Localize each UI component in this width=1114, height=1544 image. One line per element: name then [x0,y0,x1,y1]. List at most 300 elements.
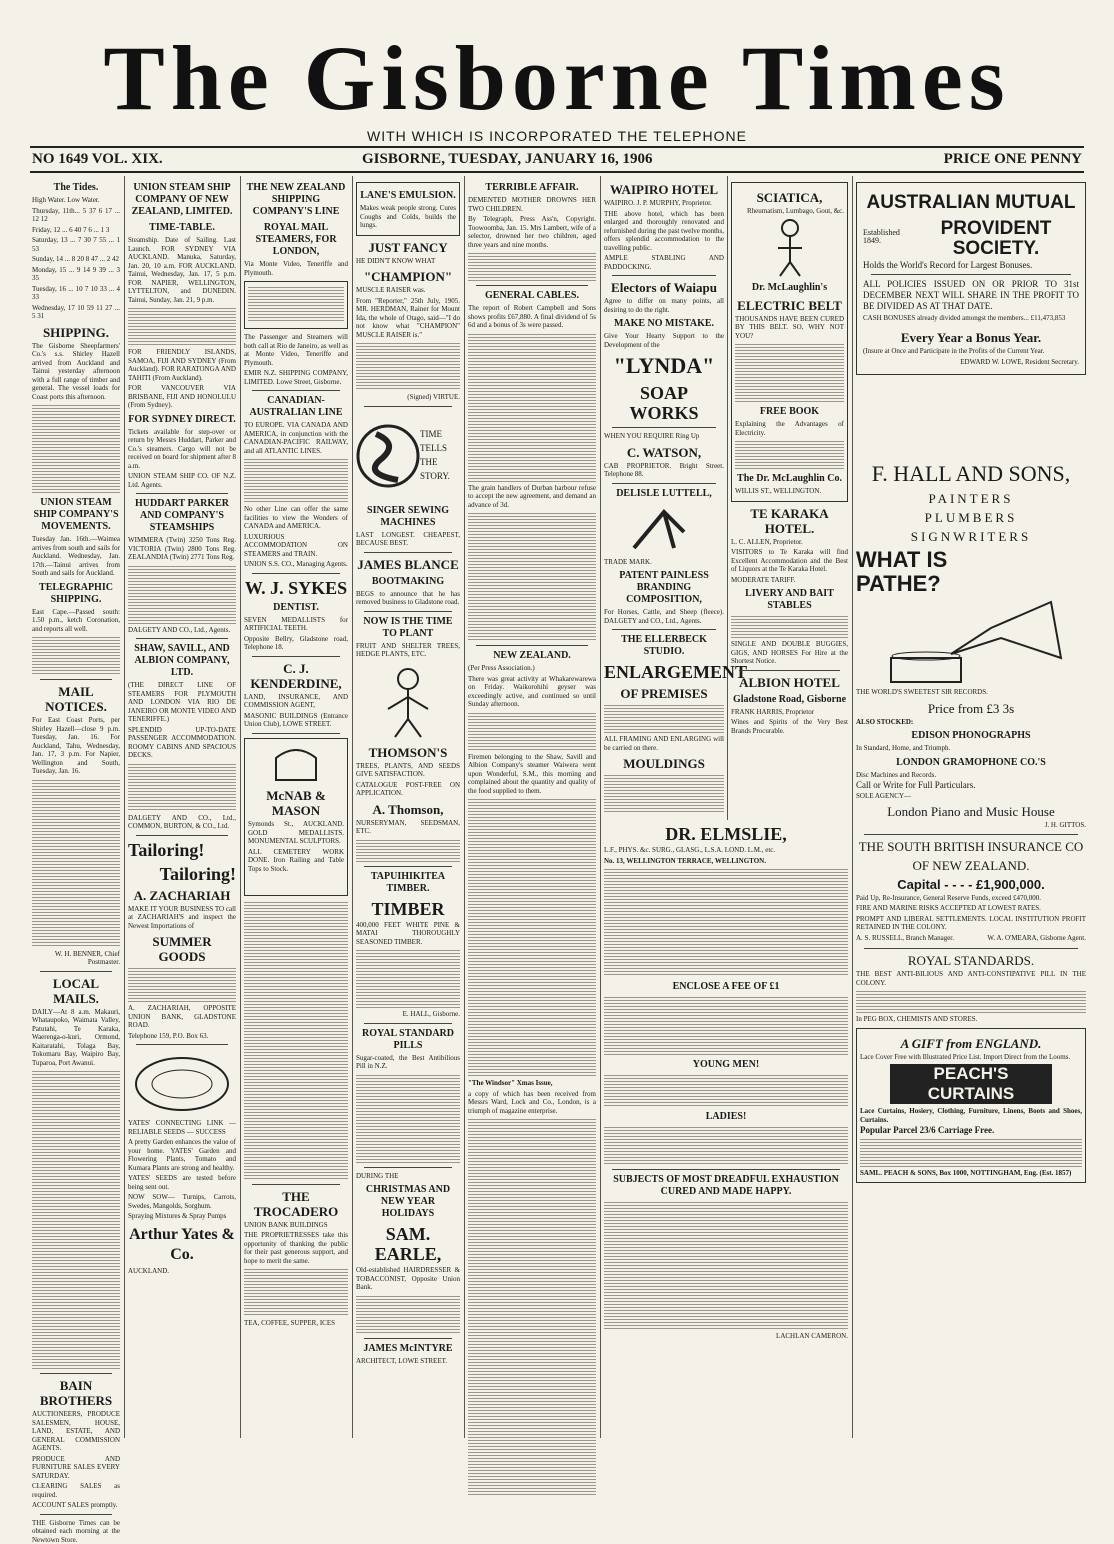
local-mails-text: DAILY—At 8 a.m. Makauri, Whataupoko, Waimata Valley, Patutahi, Te Karaka, Waerenga-o-kuri, Ormond, Kaitaratahi, Tolaga Bay, Tokomaru Bay, Waipiro Bay, Tuparoa, Port Awanui. [32,1008,120,1068]
albion-hotel-text: Wines and Spirits of the Very Best Brands Procurable. [731,718,848,735]
union-signature: UNION STEAM SHIP CO. OF N.Z. Ltd. Agents. [128,472,236,489]
electors-text: Agree to differ on many points, all desiring to do the right. [604,297,724,314]
albion-hotel-subheading: Gladstone Road, Gisborne [731,694,848,706]
watson-intro: WHEN YOU REQUIRE Ring Up [604,432,724,441]
separator [739,670,840,671]
edison-phonographs: EDISON PHONOGRAPHS [856,730,1086,742]
huddart-parker-heading: HUDDART PARKER AND COMPANY'S STEAMSHIPS [128,498,236,534]
capital-subheading: Paid Up, Re-Insurance, General Reserve Funds, exceed £470,000. [856,894,1086,903]
separator [612,1169,840,1170]
lanes-emulsion-ad [356,182,460,236]
separator [612,275,716,276]
thomson-text: TREES, PLANTS, AND SEEDS GIVE SATISFACTION. [356,762,460,779]
trocadero-text: THE PROPRIETRESSES take this opportunity of thanking the public for their past generous support, and hope to merit the same. [244,1231,348,1265]
hall-signwriters: SIGNWRITERS [856,529,1086,544]
separator [364,406,452,407]
hall-sons-heading: F. HALL AND SONS, [856,461,1086,487]
trocadero-heading: THE TROCADERO [244,1189,348,1219]
new-zealand-heading: NEW ZEALAND. [468,650,596,662]
windsor-heading: "The Windsor" Xmas Issue, [468,1079,596,1088]
text-block [128,564,236,624]
column-1 [32,178,120,1438]
times-availability-note: THE Gisborne Times can be obtained each morning at the Newtown Store. [32,1519,120,1544]
thomson-heading: THOMSON'S [356,745,460,760]
south-british-subheading: OF NEW ZEALAND. [856,858,1086,873]
yates-seeds: YATES' SEEDS are tested before being sent out. [128,1174,236,1191]
london-piano-subheading: J. H. GITTOS. [856,821,1086,830]
soap-works-heading: SOAP WORKS [604,383,724,423]
champion-heading: "CHAMPION" [356,269,460,284]
watson-heading: C. WATSON, [604,445,724,460]
sam-earle-subheading: Old-established HAIRDRESSER & TOBACCONIST, Opposite Union Bank. [356,1266,460,1292]
shaw-savill-heading: SHAW, SAVILL, AND ALBION COMPANY, LTD. [128,643,236,679]
nz-shipping-heading: THE NEW ZEALAND SHIPPING COMPANY'S LINE [244,182,348,218]
royal-mail-route: Via Monte Video, Teneriffe and Plymouth. [244,260,348,277]
tailoring-heading: Tailoring! [128,840,236,860]
tide-row: Wednesday, 17 10 59 11 27 ... 5 31 [32,304,120,321]
gift-heading: A GIFT from ENGLAND. [860,1036,1082,1051]
shipping-heading: SHIPPING. [32,325,120,340]
thomson-subheading: NURSERYMAN, SEEDSMAN, ETC. [356,819,460,836]
text-block [860,1137,1082,1167]
sykes-text: SEVEN MEDALLISTS for ARTIFICIAL TEETH. [244,616,348,633]
sciatica-ad [731,182,848,502]
trocadero-tea: TEA, COFFEE, SUPPER, ICES [244,1319,348,1328]
mouldings-heading: MOULDINGS [604,756,724,771]
te-karaka-text: VISITORS to Te Karaka will find Excellent Accommodation and the Best of Liquors at the Te Karaka Hotel. [731,548,848,574]
separator [40,1514,112,1515]
te-karaka-subheading: L. C. ALLEN, Proprietor. [731,538,848,547]
ellerbeck-heading: THE ELLERBECK STUDIO. [604,634,724,658]
separator [364,1167,452,1168]
text-block [735,439,844,469]
trade-mark-caption: TRADE MARK. [604,558,724,567]
shaw-savill-signature: DALGETY AND CO., Ltd., COMMON, BURTON, & CO., Ltd. [128,814,236,831]
london-piano-heading: London Piano and Music House [856,804,1086,819]
column-5 [468,178,596,1438]
bain-brothers-clearing: CLEARING SALES as required. [32,1482,120,1499]
elmslie-ad [604,820,848,1438]
newspaper-title: The Gisborne Times [60,28,1054,128]
waipiro-hotel-heading: WAIPIRO HOTEL [604,182,724,197]
royal-mail-signature: EMIR N.Z. SHIPPING COMPANY, LIMITED. Lowe Street, Gisborne. [244,369,348,386]
prompt-settlements: PROMPT AND LIBERAL SETTLEMENTS. LOCAL INSTITUTION PROFIT RETAINED IN THE COLONY. [856,915,1086,932]
separator [40,971,112,972]
separator [252,733,340,734]
text-block [32,635,120,675]
capital: Capital - - - - £1,900,000. [856,877,1086,892]
elmslie-address: No. 13, WELLINGTON TERRACE, WELLINGTON. [604,857,848,866]
call-or-write: Call or Write for Full Particulars. [856,781,1086,790]
vancouver-route-text: FOR VANCOUVER VIA BRISBANE, FIJI AND HONOLULU (From Sydney). [128,384,236,410]
mclaughlin-company: The Dr. McLaughlin Co. [735,473,844,485]
text-block [468,797,596,1077]
kenderdine-text: LAND, INSURANCE, AND COMMISSION AGENT, [244,693,348,710]
text-block [731,614,848,638]
terrible-affair-heading: TERRIBLE AFFAIR. [468,182,596,194]
holidays-intro: DURING THE [356,1172,460,1181]
new-zealand-text-2: Firemen belonging to the Shaw, Savill and Albion Company's steamer Waiwera went upon Wonderful, S.M., this morning and complained about the quantity and quality of the food supplied to them. [468,753,596,796]
singer-heading: SINGER SEWING MACHINES [356,505,460,529]
gramophone-icon [871,598,1071,686]
champion-text: From "Reporter," 25th July, 1905. MR. HERDMAN, Rainer for Mount Ida, the whole of Otago, said—"I do not know what "CHAMPION" MUSCLE RAISER is." [356,297,460,340]
livery-text: SINGLE AND DOUBLE BUGGIES, GIGS, AND HORSES For Hire at the Shortest Notice. [731,640,848,666]
sykes-subheading: DENTIST. [244,602,348,614]
albion-hotel-heading: ALBION HOTEL [731,675,848,690]
sailing-table [244,281,348,329]
royal-standards-text-2: In PEG BOX, CHEMISTS AND STORES. [856,1015,1086,1024]
yates-city: AUCKLAND. [128,1267,236,1276]
separator [252,1184,340,1185]
bonus-text: (Insure at Once and Participate in the Profits of the Current Year. [863,347,1079,356]
sykes-heading: W. J. SYKES [244,578,348,598]
zachariah-telephone: Telephone 159, P.O. Box 63. [128,1032,236,1041]
text-block [356,1073,460,1163]
separator [612,483,716,484]
column-rule [352,176,353,1438]
text-block [32,403,120,493]
amp-heading: AUSTRALIAN MUTUAL [863,193,1079,213]
text-block [604,1200,848,1330]
summer-goods-heading: SUMMER GOODS [128,934,236,964]
also-stocked: ALSO STOCKED: [856,718,1086,727]
column-rule [240,176,241,1438]
south-british-heading: THE SOUTH BRITISH INSURANCE CO [856,839,1086,854]
omeara-agent: W. A. O'MEARA, Gisborne Agent. [986,934,1086,943]
canadian-australian-heading: CANADIAN-AUSTRALIAN LINE [244,395,348,419]
enlargement-subheading: OF PREMISES [604,686,724,701]
sam-earle-heading: SAM. EARLE, [356,1224,460,1264]
text-block [244,457,348,503]
kenderdine-address: MASONIC BUILDINGS (Entrance Union Club), LOWE STREET. [244,712,348,729]
bain-brothers-heading: BAIN BROTHERS [32,1378,120,1408]
mcnab-mason-note: ALL CEMETERY WORK DONE. Iron Railing and Table Tops to Stock. [248,848,344,874]
enlargement-heading: ENLARGEMENT [604,662,724,682]
london-gramophone-subheading: Disc Machines and Records. [856,771,1086,780]
separator [364,552,452,553]
singer-logo-icon [356,414,420,498]
royal-mail-text: The Passenger and Steamers will both call at Rio de Janeiro, as well as at Monte Video, Teneriffe and Plymouth. [244,333,348,367]
watson-subheading: CAB PROPRIETOR. Bright Street. Telephone 88. [604,462,724,479]
sydney-direct-heading: FOR SYDNEY DIRECT. [128,414,236,426]
separator [136,638,228,639]
waipiro-hotel-stabling: AMPLE STABLING AND PADDOCKING. [604,254,724,271]
text-block [604,995,848,1055]
te-karaka-heading: TE KARAKA HOTEL. [731,506,848,536]
yates-illustration-caption: YATES' CONNECTING LINK — RELIABLE SEEDS — SUCCESS [128,1119,236,1136]
timetable-text: Steamship. Date of Sailing. Last Launch. FOR SYDNEY VIA AUCKLAND. Manuka, Saturday, Jan. 20, 10 a.m. FOR AUCKLAND. Tainui, Wednesday, Jan. 17, 5 p.m. FOR NAPIER, WELLINGTON, LYTTELTON, and DUNEDIN. Tainui, Sunday, Jan. 21, 9 p.m. [128,236,236,304]
royal-standard-pills-heading: ROYAL STANDARD PILLS [356,1028,460,1052]
enlargement-text: ALL FRAMING AND ENLARGING will be carried on there. [604,735,724,752]
column-rule [124,176,125,1438]
tide-row: Monday, 15 ... 9 14 9 39 ... 3 35 [32,266,120,283]
timber-heading: TIMBER [356,899,460,919]
make-no-mistake-text: Give Your Hearty Support to the Development of the [604,332,724,349]
tapuihikitea-heading: TAPUIHIKITEA TIMBER. [356,871,460,895]
just-fancy-heading: JUST FANCY [356,240,460,255]
column-rule [464,176,465,1438]
text-block [604,1125,848,1165]
amp-policies: ALL POLICIES ISSUED ON OR PRIOR TO 31st DECEMBER NEXT WILL SHARE IN THE PROFIT TO BE DIVIDED AS AT THAT DATE. [863,279,1079,312]
yates-chain-illustration [128,1049,236,1119]
bonus-heading: Every Year a Bonus Year. [863,330,1079,345]
trocadero-subheading: UNION BANK BUILDINGS [244,1221,348,1230]
price: PRICE ONE PENNY [944,151,1082,168]
windsor-text: a copy of which has been received from Messrs Ward, Lock and Co., London, is a triumph of magazine enterprise. [468,1090,596,1116]
text-block [468,251,596,281]
russell-manager: A. S. RUSSELL, Branch Manager. [856,934,956,943]
timber-text: 400,000 FEET WHITE PINE & MATAI THOROUGHLY SEASONED TIMBER. [356,921,460,947]
telegraphic-shipping-text: East Cape.—Passed south: 1.50 p.m., ketch Coronation, and reports all well. [32,608,120,634]
plant-text: FRUIT AND SHELTER TREES, HEDGE PLANTS, ETC. [356,642,460,659]
text-block [604,773,724,813]
canadian-australian-text-2: No other Line can offer the same facilities to view the Wonders of CANADA and AMERICA. [244,505,348,531]
text-block [32,1069,120,1369]
yates-spray: Spraying Mixtures & Spray Pumps [128,1212,236,1221]
amp-record: Holds the World's Record for Largest Bonuses. [863,261,1079,270]
spacer [856,379,1086,457]
new-zealand-subheading: (Per Press Association.) [468,664,596,673]
sciatica-subheading: Rheumatism, Lumbago, Gout, &c. [735,207,844,216]
chain-link-icon [132,1052,232,1116]
hall-plumbers: PLUMBERS [856,510,1086,525]
albion-hotel-proprietor: FRANK HARRIS, Proprietor [731,708,848,717]
peach-curtains-ad [856,1028,1086,1184]
blance-heading: JAMES BLANCE [356,557,460,572]
column-4 [356,178,460,1438]
delisle-heading: DELISLE LUTTELL, [604,488,724,500]
royal-mail-heading: ROYAL MAIL STEAMERS, FOR LONDON, [244,222,348,258]
bain-brothers-accounts: ACCOUNT SALES promptly. [32,1501,120,1510]
pathe-caption: THE WORLD'S SWEETEST SIR RECORDS. [856,688,1086,697]
te-karaka-tariff: MODERATE TARIFF. [731,576,848,585]
thomson-illustration [356,661,460,741]
mail-notices-signature: W. H. BENNER, Chief Postmaster. [32,950,120,967]
telegraphic-shipping-heading: TELEGRAPHIC SHIPPING. [32,582,120,606]
new-zealand-text: There was great activity at Whakarewarewa on Friday. Waikorohihi geyser was exceedingly active, and continued so until Sunday afternoon. [468,675,596,709]
sole-agency: SOLE AGENCY— [856,792,1086,801]
column-2 [128,178,236,1438]
text-block [356,341,460,391]
column-rule [600,176,601,1438]
blance-text: BEGS to announce that he has removed business to Gladstone road. [356,590,460,607]
make-no-mistake-heading: MAKE NO MISTAKE. [604,318,724,330]
tide-row: Thursday, 11th... 5 37 6 17 ... 12 12 [32,207,120,224]
separator [612,427,716,428]
peach-curtains-items: Lace Curtains, Hosiery, Clothing, Furniture, Linens, Boots and Shoes, Curtains. [860,1107,1082,1124]
tide-row: Friday, 12 ... 6 40 7 6 ... 1 3 [32,226,120,235]
peach-signature: SAML. PEACH & SONS, Box 1000, NOTTINGHAM, Eng. (Est. 1857) [860,1169,1082,1178]
belt-illustration [735,218,844,278]
text-block [128,966,236,1002]
sykes-address: Opposite Bellry, Gladstone road, Telephone 18. [244,635,348,652]
text-block [856,989,1086,1013]
general-cables-text: The report of Robert Campbell and Sons shows profits £67,880. A final dividend of 5s 6d and a bonus of 3s were passed. [468,304,596,330]
general-cables-text-2: The grain handlers of Durban harbour refuse to accept the new agreement, and demand an advance of 3d. [468,484,596,510]
figure-with-belt-icon [760,218,820,276]
text-block [356,1294,460,1334]
free-book-text: Explaining the Advantages of Electricity. [735,420,844,437]
column-3 [244,178,348,1438]
monument-icon [266,742,326,782]
bonus-signature: EDWARD W. LOWE, Resident Secretary. [863,358,1079,367]
separator [252,656,340,657]
luxurious-accommodation: LUXURIOUS ACCOMMODATION ON STEAMERS and TRAIN. [244,533,348,559]
mail-notices-text: For East Coast Ports, per Shirley Hazell—close 9 p.m. Tuesday, Jan. 16. For Auckland, Tahu, Wednesday, Jan. 17, 3 p.m. For Napier, Wellington and South, Tuesday, Jan. 16. [32,716,120,776]
shipping-text: The Gisborne Sheepfarmers' Co.'s s.s. Shirley Hazell arrived from Auckland and Tainui yesterday afternoon with a full range of timber and general. The vessel loads for Coast ports this afternoon. [32,342,120,402]
text-block [468,1117,596,1497]
thomson-catalogue: CATALOGUE POST-FREE ON APPLICATION. [356,781,460,798]
tides-heading: The Tides. [32,182,120,194]
separator [871,274,1071,275]
shaw-savill-text: SPLENDID UP-TO-DATE PASSENGER ACCOMMODATION. ROOMY CABINS AND SPACIOUS DECKS. [128,726,236,760]
yates-now-sow: NOW SOW— Turnips, Carrots, Swedes, Mangolds, Sorghum. [128,1193,236,1210]
place-date: GISBORNE, TUESDAY, JANUARY 16, 1906 [362,151,653,168]
holidays-heading: CHRISTMAS AND NEW YEAR HOLIDAYS [356,1184,460,1220]
singer-tagline: TIME TELLS THE STORY. [420,427,460,483]
text-block [244,1267,348,1317]
royal-standards-heading: ROYAL STANDARDS. [856,953,1086,968]
mcnab-mason-heading: McNAB & MASON [248,788,344,818]
gramophone-illustration [856,598,1086,688]
text-block [128,306,236,346]
local-mails-heading: LOCAL MAILS. [32,976,120,1006]
usco-agents: UNION S.S. CO., Managing Agents. [244,560,348,569]
zachariah-heading: A. ZACHARIAH [128,888,236,903]
separator [364,611,452,612]
just-fancy-text: HE DIDN'T KNOW WHAT [356,257,460,266]
singer-ad [356,411,460,501]
usco-movements-text: Tuesday Jan. 16th.—Waimea arrives from south and sails for Auckland. Wednesday, Jan. 17th.—Tainui arrives from South and sails for Auckland. [32,535,120,578]
elmslie-fee-heading: ENCLOSE A FEE OF £1 [604,981,848,993]
mcintyre-heading: JAMES McINTYRE [356,1343,460,1355]
separator [364,1023,452,1024]
champion-signature: (Signed) VIRTUE. [356,393,460,402]
bain-brothers-sales: PRODUCE AND FURNITURE SALES EVERY SATURDAY. [32,1455,120,1481]
fire-marine: FIRE AND MARINE RISKS ACCEPTED AT LOWEST RATES. [856,904,1086,913]
union-notes: Tickets available for step-over or return by Messrs Huddart, Parker and Co.'s steamers. Cargo will not be received on board for shipment after 8 a.m. [128,428,236,471]
separator [364,1338,452,1339]
peach-curtains-heading: PEACH'S CURTAINS [890,1064,1052,1104]
lanes-emulsion-text: Makes weak people strong. Cures Coughs and Colds, builds the lungs. [360,204,456,230]
bain-brothers-services: AUCTIONEERS, PRODUCE SALESMEN, HOUSE, LAND, ESTATE, AND GENERAL COMMISSION AGENTS. [32,1410,120,1453]
blance-subheading: BOOTMAKING [356,576,460,588]
royal-standards-text: THE BEST ANTI-BILIOUS AND ANTI-CONSTIPATIVE PILL IN THE COLONY. [856,970,1086,987]
trade-mark-illustration [604,502,724,558]
text-block [356,838,460,862]
kenderdine-heading: C. J. KENDERDINE, [244,661,348,691]
huddart-parker-fleet: WIMMERA (Twin) 3250 Tons Reg. VICTORIA (Twin) 2800 Tons Reg. ZEALANDIA (Twin) 2771 Tons Reg. [128,536,236,562]
separator [40,679,112,680]
branding-text: For Horses, Cattle, and Sheep (fleece). DALGETY and CO., Ltd., Agents. [604,608,724,625]
plant-heading: NOW IS THE TIME TO PLANT [356,616,460,640]
mail-notices-heading: MAIL NOTICES. [32,684,120,714]
london-gramophone: LONDON GRAMOPHONE CO.'S [856,757,1086,769]
masthead-rule-top [30,146,1084,148]
electors-heading: Electors of Waiapu [604,280,724,295]
amp-heading-2: PROVIDENT SOCIETY. [913,219,1079,259]
zachariah-text: MAKE IT YOUR BUSINESS TO call at ZACHARIAH'S and inspect the Newest Importations of [128,905,236,931]
separator [612,629,716,630]
text-block [604,867,848,977]
exhaustion-heading: SUBJECTS OF MOST DREADFUL EXHAUSTION CURED AND MADE HAPPY. [604,1174,848,1198]
branding-iron-icon [624,502,704,556]
waipiro-hotel-text: THE above hotel, which has been enlarged and thoroughly renovated and refurnished during the past twelve months, offers splendid accommodation to the travelling public. [604,210,724,253]
timetable-heading: TIME-TABLE. [128,222,236,234]
separator [864,948,1078,949]
branding-heading: PATENT PAINLESS BRANDING COMPOSITION, [604,570,724,606]
electric-belt-text: THOUSANDS HAVE BEEN CURED BY THIS BELT. SO, WHY NOT YOU? [735,315,844,341]
separator [136,835,228,836]
shaw-savill-subheading: (THE DIRECT LINE OF STEAMERS FOR PLYMOUTH AND LONDON VIA RIO DE JANEIRO OR MONTE VIDEO AND TENERIFFE.) [128,681,236,724]
hall-painters: PAINTERS [856,491,1086,506]
separator [864,834,1078,835]
lanes-emulsion-heading: LANE'S EMULSION. [360,190,456,202]
separator [136,493,228,494]
free-book-heading: FREE BOOK [735,406,844,418]
waipiro-hotel-subheading: WAIPIRO. J. P. MURPHY, Proprietor. [604,199,724,208]
fiji-route-text: FOR FRIENDLY ISLANDS, SAMOA, FIJI AND SYDNEY (From Auckland). FOR RARATONGA AND TAHITI (From Auckland). [128,348,236,382]
tide-row: Saturday, 13 ... 7 30 7 55 ... 1 53 [32,236,120,253]
livery-heading: LIVERY AND BAIT STABLES [731,588,848,612]
masthead [0,0,1114,165]
tide-row: Tuesday, 16 ... 10 7 10 33 ... 4 33 [32,285,120,302]
amp-society-ad [856,182,1086,375]
column-7 [731,178,848,818]
separator [40,1373,112,1374]
usco-movements-heading: UNION STEAM SHIP COMPANY'S MOVEMENTS. [32,497,120,533]
text-block [468,711,596,751]
separator [364,866,452,867]
huddart-parker-signature: DALGETY AND CO., Ltd., Agents. [128,626,236,635]
elmslie-qualifications: L.F., PHYS. &c. SURG., GLASG., L.S.A. LOND. L.M., etc. [604,846,848,855]
tides-header: High Water. Low Water. [32,196,120,205]
text-block [604,1073,848,1107]
ladies-heading: LADIES! [604,1111,848,1123]
mcnab-mason-ad [244,738,348,896]
zachariah-signature: A. ZACHARIAH, OPPOSITE UNION BANK, GLADSTONE ROAD. [128,1004,236,1030]
tailoring-heading-2: Tailoring! [128,864,236,884]
gift-text: Lace Cover Free with Illustrated Price List. Import Direct from the Looms. [860,1053,1082,1062]
yates-text: A pretty Garden enhances the value of your home. YATES' Garden and Flowering Plants, Tomato and Kumara Plants are strong and healthy. [128,1138,236,1172]
mclaughlin-heading: Dr. McLaughlin's [735,282,844,294]
pathe-heading: WHAT IS PATHE? [856,548,956,596]
separator [136,1044,228,1045]
mcintyre-subheading: ARCHITECT, LOWE STREET. [356,1357,460,1366]
elmslie-heading: DR. ELMSLIE, [604,824,848,844]
young-men-heading: YOUNG MEN! [604,1059,848,1071]
table-lines [248,285,344,321]
general-cables-heading: GENERAL CABLES. [468,290,596,302]
text-block [32,778,120,948]
terrible-affair-text: By Telegraph, Press Ass'n, Copyright. Toowoomba, Jan. 15. Mrs Lambert, wife of a selector, drowned her two children, aged three years and nine months. [468,215,596,249]
yates-name: Arthur Yates & Co. [128,1225,236,1265]
thomson-name: A. Thomson, [356,802,460,817]
separator [252,573,340,574]
separator [252,390,340,391]
singer-subheading: LAST LONGEST. CHEAPEST, BECAUSE BEST. [356,531,460,548]
text-block [356,948,460,1008]
canadian-australian-text: TO EUROPE. VIA CANADA AND AMERICA, in conjunction with the CANADIAN-PACIFIC RAILWAY, and all ATLANTIC LINES. [244,421,348,455]
text-block [128,762,236,812]
text-block [468,511,596,641]
dateline [32,151,1082,169]
masthead-rule-bottom [30,171,1084,173]
mclaughlin-address: WILLIS ST., WELLINGTON. [735,487,844,496]
lynda-heading: "LYNDA" [604,353,724,379]
edison-subheading: In Standard, Home, and Triumph. [856,744,1086,753]
text-block [244,900,348,1180]
